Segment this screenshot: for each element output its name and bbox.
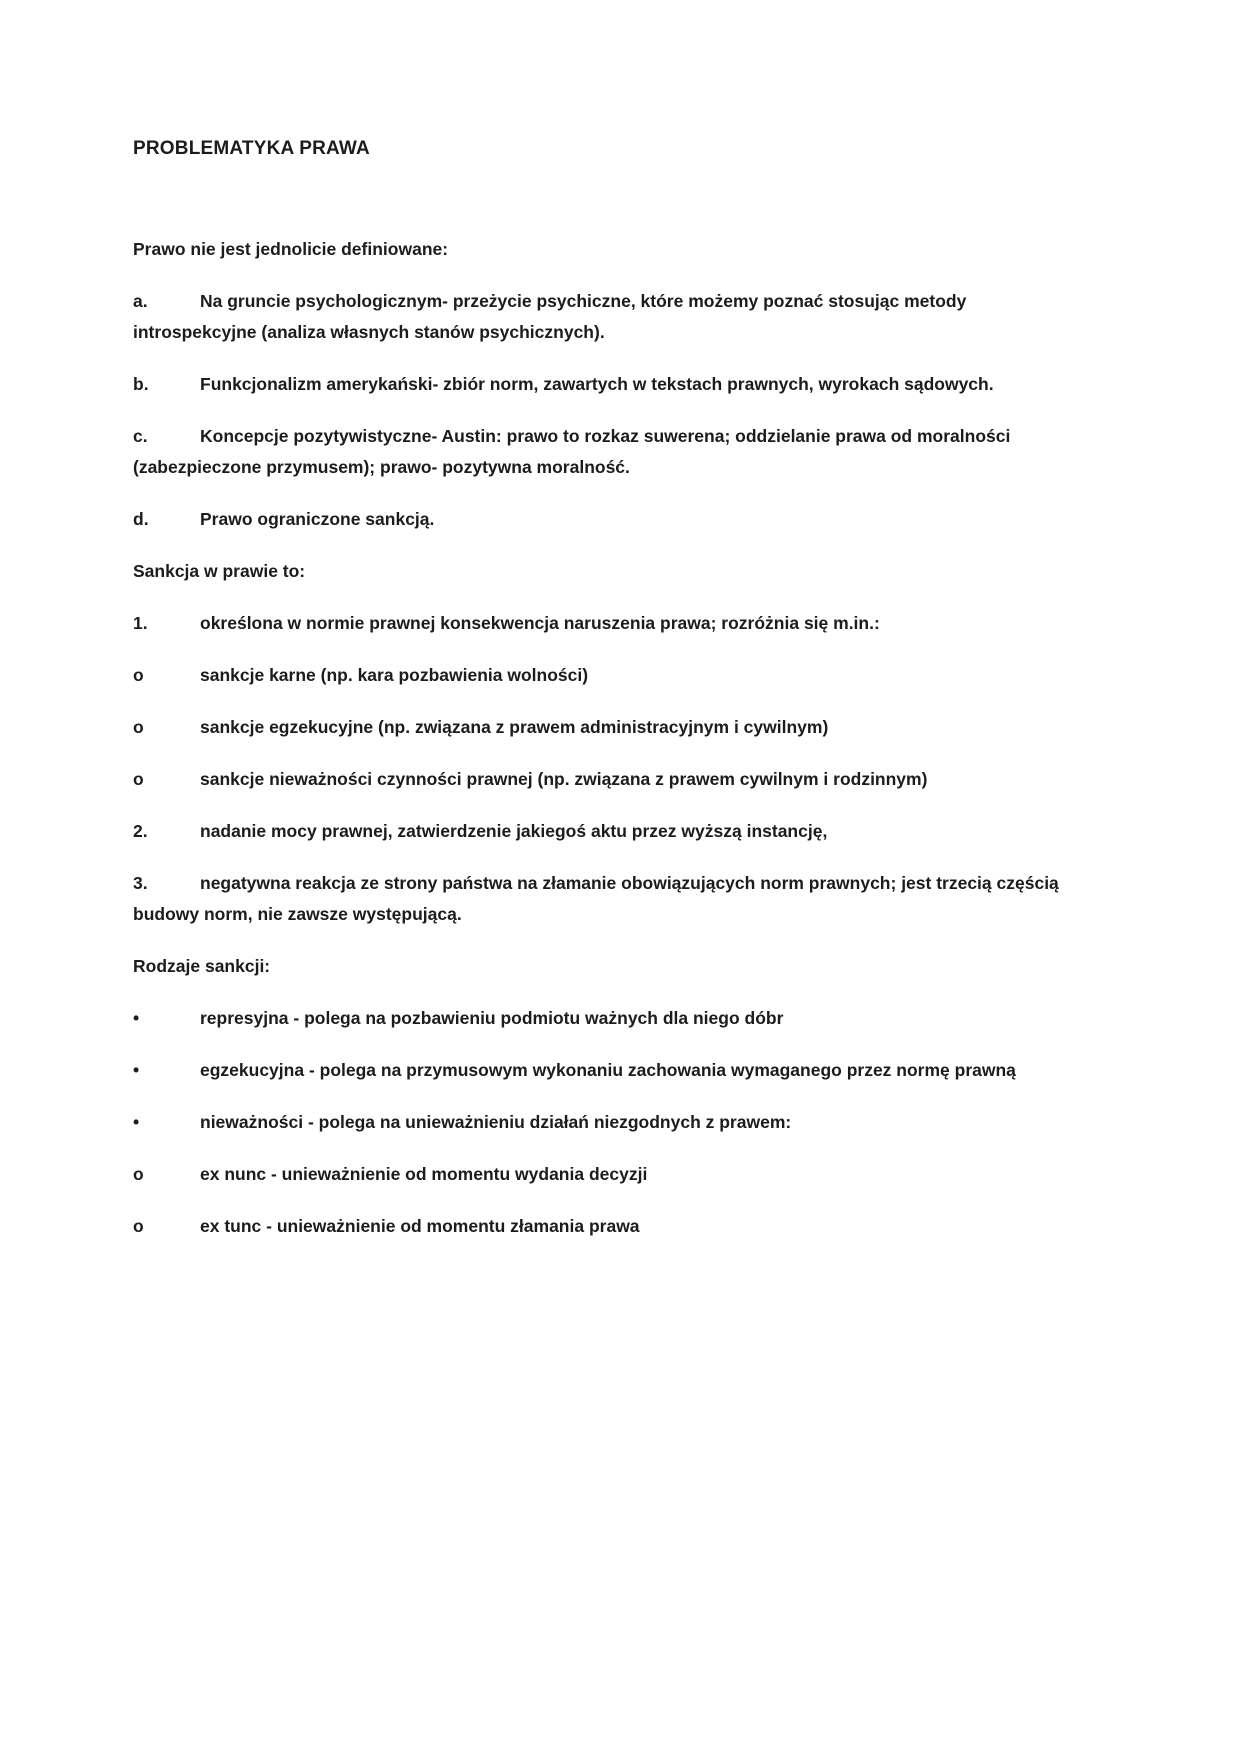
paragraph-text: ex tunc - unieważnienie od momentu złamania prawa: [200, 1216, 640, 1236]
list-item-3: [133, 868, 1078, 930]
list-item-2: [133, 816, 1078, 847]
paragraph-text: Na gruncie psychologicznym- przeżycie psychiczne, które możemy poznać stosując metody introspekcyjne (analiza własnych stanów psychicznych).: [133, 291, 967, 342]
list-marker: o: [133, 665, 144, 685]
page-title: PROBLEMATYKA PRAWA: [133, 138, 370, 159]
list-marker: d.: [133, 509, 149, 529]
list-marker: c.: [133, 426, 148, 446]
section-heading-rodzaje: [133, 951, 1078, 982]
list-marker: o: [133, 717, 144, 737]
list-marker: 2.: [133, 821, 148, 841]
paragraph-text: represyjna - polega na pozbawieniu podmiotu ważnych dla niego dóbr: [200, 1008, 784, 1028]
paragraph-text: określona w normie prawnej konsekwencja naruszenia prawa; rozróżnia się m.in.:: [200, 613, 880, 633]
sub-list-item: [133, 1211, 1078, 1242]
list-marker: 1.: [133, 613, 148, 633]
section-heading-sankcja: [133, 556, 1078, 587]
sub-list-item: [133, 712, 1078, 743]
list-item-1: [133, 608, 1078, 639]
bullet-marker: •: [133, 1060, 140, 1080]
intro-paragraph: [133, 234, 1078, 265]
bullet-marker: •: [133, 1112, 140, 1132]
list-marker: b.: [133, 374, 149, 394]
paragraph-text: Funkcjonalizm amerykański- zbiór norm, zawartych w tekstach prawnych, wyrokach sądowych.: [200, 374, 994, 394]
paragraph-text: nadanie mocy prawnej, zatwierdzenie jakiegoś aktu przez wyższą instancję,: [200, 821, 828, 841]
list-item-d: [133, 504, 1078, 535]
bullet-list-item: [133, 1055, 1078, 1086]
list-item-a: [133, 286, 1078, 348]
list-item-c: [133, 421, 1078, 483]
bullet-marker: •: [133, 1008, 140, 1028]
list-marker: o: [133, 769, 144, 789]
list-marker: a.: [133, 291, 148, 311]
paragraph-text: Sankcja w prawie to:: [133, 561, 306, 581]
list-marker: o: [133, 1164, 144, 1184]
paragraph-text: sankcje nieważności czynności prawnej (np. związana z prawem cywilnym i rodzinnym): [200, 769, 928, 789]
paragraph-text: sankcje egzekucyjne (np. związana z prawem administracyjnym i cywilnym): [200, 717, 829, 737]
paragraph-text: Prawo nie jest jednolicie definiowane:: [133, 239, 449, 259]
paragraph-text: egzekucyjna - polega na przymusowym wykonaniu zachowania wymaganego przez normę prawną: [200, 1060, 1016, 1080]
list-marker: 3.: [133, 873, 148, 893]
bullet-list-item: [133, 1003, 1078, 1034]
paragraph-text: sankcje karne (np. kara pozbawienia wolności): [200, 665, 589, 685]
paragraph-text: nieważności - polega na unieważnieniu działań niezgodnych z prawem:: [200, 1112, 792, 1132]
sub-list-item: [133, 764, 1078, 795]
list-marker: o: [133, 1216, 144, 1236]
list-item-b: [133, 369, 1078, 400]
paragraph-text: ex nunc - unieważnienie od momentu wydania decyzji: [200, 1164, 648, 1184]
bullet-list-item: [133, 1107, 1078, 1138]
paragraph-text: Rodzaje sankcji:: [133, 956, 271, 976]
paragraph-text: negatywna reakcja ze strony państwa na złamanie obowiązujących norm prawnych; jest trzecią częścią budowy norm, nie zawsze występującą.: [133, 873, 1059, 924]
sub-list-item: [133, 660, 1078, 691]
paragraph-text: Prawo ograniczone sankcją.: [200, 509, 435, 529]
paragraph-text: Koncepcje pozytywistyczne- Austin: prawo to rozkaz suwerena; oddzielanie prawa od moralności (zabezpieczone przymusem); prawo- pozytywna moralność.: [133, 426, 1011, 477]
sub-list-item: [133, 1159, 1078, 1190]
